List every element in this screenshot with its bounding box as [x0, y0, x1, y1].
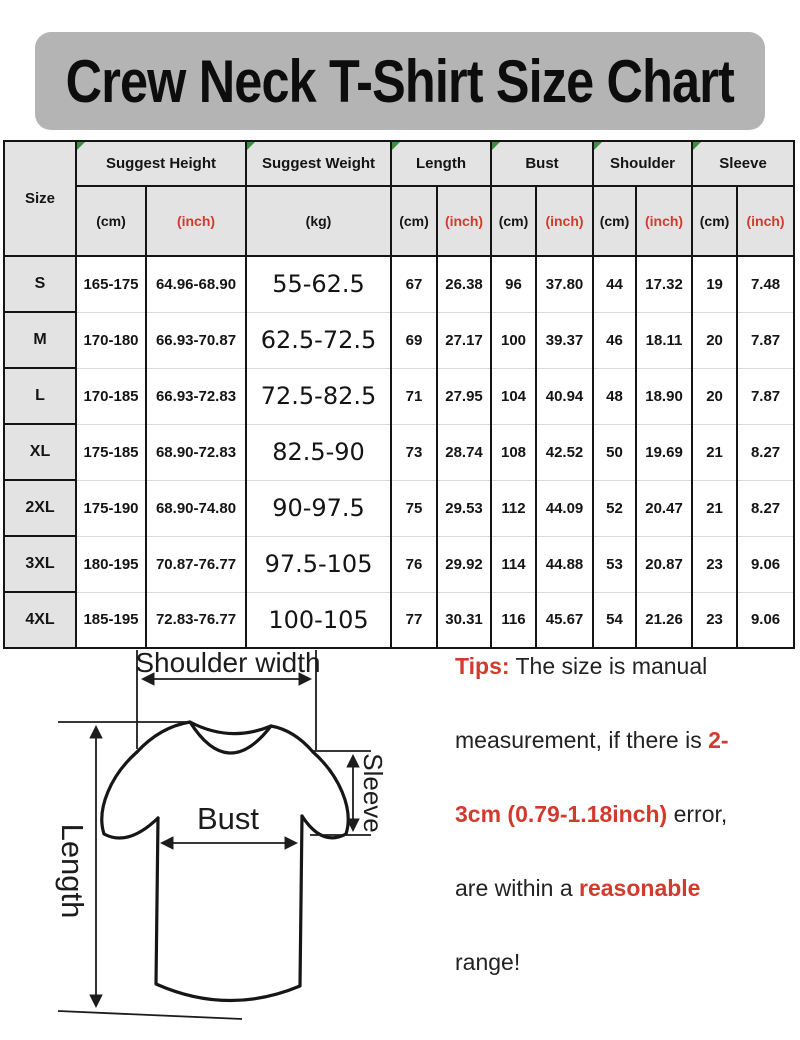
value-cell: 68.90-74.80	[146, 480, 246, 536]
table-row-4xl	[4, 592, 794, 648]
size-cell: 4XL	[4, 592, 76, 648]
value-cell: 66.93-72.83	[146, 368, 246, 424]
value-cell: 55-62.5	[246, 256, 391, 312]
value-cell: 68.90-72.83	[146, 424, 246, 480]
value-cell: 71	[391, 368, 437, 424]
value-cell: 76	[391, 536, 437, 592]
table-row-l	[4, 368, 794, 424]
tshirt-measurement-diagram	[0, 648, 420, 1040]
shoulder-width-label: Shoulder width	[135, 648, 321, 678]
length-label: Length	[54, 823, 90, 919]
value-cell: 67	[391, 256, 437, 312]
unit-header: (inch)	[437, 186, 491, 256]
value-cell: 52	[593, 480, 636, 536]
value-cell: 54	[593, 592, 636, 648]
value-cell: 20.47	[636, 480, 692, 536]
cell-corner-marker-icon	[247, 142, 255, 150]
value-cell: 100	[491, 312, 536, 368]
value-cell: 30.31	[437, 592, 491, 648]
value-cell: 66.93-70.87	[146, 312, 246, 368]
value-cell: 23	[692, 592, 737, 648]
tips-line: range!	[455, 949, 521, 975]
table-row-s	[4, 256, 794, 312]
size-cell: L	[4, 368, 76, 424]
cell-corner-marker-icon	[77, 142, 85, 150]
value-cell: 37.80	[536, 256, 593, 312]
sleeve-label: Sleeve	[358, 753, 389, 833]
unit-header: (inch)	[636, 186, 692, 256]
value-cell: 114	[491, 536, 536, 592]
size-cell: 2XL	[4, 480, 76, 536]
value-cell: 77	[391, 592, 437, 648]
value-cell: 45.67	[536, 592, 593, 648]
tips-line: are within a reasonable	[455, 875, 701, 901]
tips-line: measurement, if there is 2-	[455, 727, 729, 753]
value-cell: 180-195	[76, 536, 146, 592]
unit-header: (cm)	[391, 186, 437, 256]
value-cell: 20	[692, 368, 737, 424]
unit-header: (cm)	[76, 186, 146, 256]
value-cell: 97.5-105	[246, 536, 391, 592]
value-cell: 27.17	[437, 312, 491, 368]
value-cell: 75	[391, 480, 437, 536]
value-cell: 64.96-68.90	[146, 256, 246, 312]
table-row-xl	[4, 424, 794, 480]
unit-header: (cm)	[593, 186, 636, 256]
value-cell: 7.48	[737, 256, 794, 312]
value-cell: 112	[491, 480, 536, 536]
value-cell: 175-185	[76, 424, 146, 480]
value-cell: 18.90	[636, 368, 692, 424]
value-cell: 44.09	[536, 480, 593, 536]
value-cell: 28.74	[437, 424, 491, 480]
tips-panel	[455, 652, 790, 1022]
tips-keyword: reasonable	[579, 875, 701, 901]
cell-corner-marker-icon	[392, 142, 400, 150]
size-cell: S	[4, 256, 76, 312]
value-cell: 72.5-82.5	[246, 368, 391, 424]
value-cell: 8.27	[737, 480, 794, 536]
column-header-weight: Suggest Weight	[246, 141, 391, 186]
value-cell: 27.95	[437, 368, 491, 424]
table-row-3xl	[4, 536, 794, 592]
value-cell: 26.38	[437, 256, 491, 312]
unit-header: (inch)	[737, 186, 794, 256]
value-cell: 70.87-76.77	[146, 536, 246, 592]
unit-header: (cm)	[692, 186, 737, 256]
cell-corner-marker-icon	[693, 142, 701, 150]
column-header-shoulder: Shoulder	[593, 141, 692, 186]
value-cell: 82.5-90	[246, 424, 391, 480]
value-cell: 165-175	[76, 256, 146, 312]
column-header-sleeve: Sleeve	[692, 141, 794, 186]
page-title: Crew Neck T-Shirt Size Chart	[65, 47, 735, 115]
size-cell: XL	[4, 424, 76, 480]
value-cell: 72.83-76.77	[146, 592, 246, 648]
value-cell: 7.87	[737, 312, 794, 368]
table-row-m	[4, 312, 794, 368]
size-chart-table	[3, 140, 795, 649]
value-cell: 185-195	[76, 592, 146, 648]
value-cell: 42.52	[536, 424, 593, 480]
column-header-bust: Bust	[491, 141, 593, 186]
value-cell: 170-180	[76, 312, 146, 368]
unit-header: (inch)	[536, 186, 593, 256]
value-cell: 53	[593, 536, 636, 592]
value-cell: 7.87	[737, 368, 794, 424]
value-cell: 48	[593, 368, 636, 424]
cell-corner-marker-icon	[594, 142, 602, 150]
bust-label: Bust	[196, 801, 260, 836]
size-cell: M	[4, 312, 76, 368]
tshirt-outline	[102, 722, 348, 1001]
value-cell: 39.37	[536, 312, 593, 368]
column-header-length: Length	[391, 141, 491, 186]
tips-line: 3cm (0.79-1.18inch) error,	[455, 801, 728, 827]
value-cell: 73	[391, 424, 437, 480]
value-cell: 8.27	[737, 424, 794, 480]
value-cell: 96	[491, 256, 536, 312]
value-cell: 9.06	[737, 592, 794, 648]
tips-keyword: Tips:	[455, 653, 510, 679]
value-cell: 104	[491, 368, 536, 424]
value-cell: 23	[692, 536, 737, 592]
value-cell: 20.87	[636, 536, 692, 592]
tips-keyword: 2-	[708, 727, 729, 753]
table-row-2xl	[4, 480, 794, 536]
value-cell: 21.26	[636, 592, 692, 648]
value-cell: 44.88	[536, 536, 593, 592]
tshirt-shoulders	[137, 722, 313, 752]
value-cell: 50	[593, 424, 636, 480]
value-cell: 9.06	[737, 536, 794, 592]
value-cell: 21	[692, 480, 737, 536]
value-cell: 29.53	[437, 480, 491, 536]
value-cell: 21	[692, 424, 737, 480]
tips-keyword: 3cm (0.79-1.18inch)	[455, 801, 668, 827]
value-cell: 90-97.5	[246, 480, 391, 536]
unit-header: (inch)	[146, 186, 246, 256]
value-cell: 40.94	[536, 368, 593, 424]
size-cell: 3XL	[4, 536, 76, 592]
value-cell: 170-185	[76, 368, 146, 424]
title-banner	[35, 32, 765, 130]
value-cell: 19	[692, 256, 737, 312]
value-cell: 18.11	[636, 312, 692, 368]
value-cell: 116	[491, 592, 536, 648]
value-cell: 44	[593, 256, 636, 312]
tshirt-right-sleeve	[302, 752, 348, 838]
tips-line: Tips: The size is manual	[455, 653, 708, 679]
column-header-height: Suggest Height	[76, 141, 246, 186]
value-cell: 17.32	[636, 256, 692, 312]
value-cell: 29.92	[437, 536, 491, 592]
cell-corner-marker-icon	[492, 142, 500, 150]
value-cell: 46	[593, 312, 636, 368]
value-cell: 62.5-72.5	[246, 312, 391, 368]
column-header-size: Size	[4, 141, 76, 256]
value-cell: 108	[491, 424, 536, 480]
value-cell: 100-105	[246, 592, 391, 648]
unit-header: (kg)	[246, 186, 391, 256]
value-cell: 19.69	[636, 424, 692, 480]
value-cell: 20	[692, 312, 737, 368]
value-cell: 69	[391, 312, 437, 368]
tshirt-left-sleeve	[102, 752, 158, 838]
value-cell: 175-190	[76, 480, 146, 536]
length-guide-bottom	[58, 1011, 242, 1019]
unit-header: (cm)	[491, 186, 536, 256]
